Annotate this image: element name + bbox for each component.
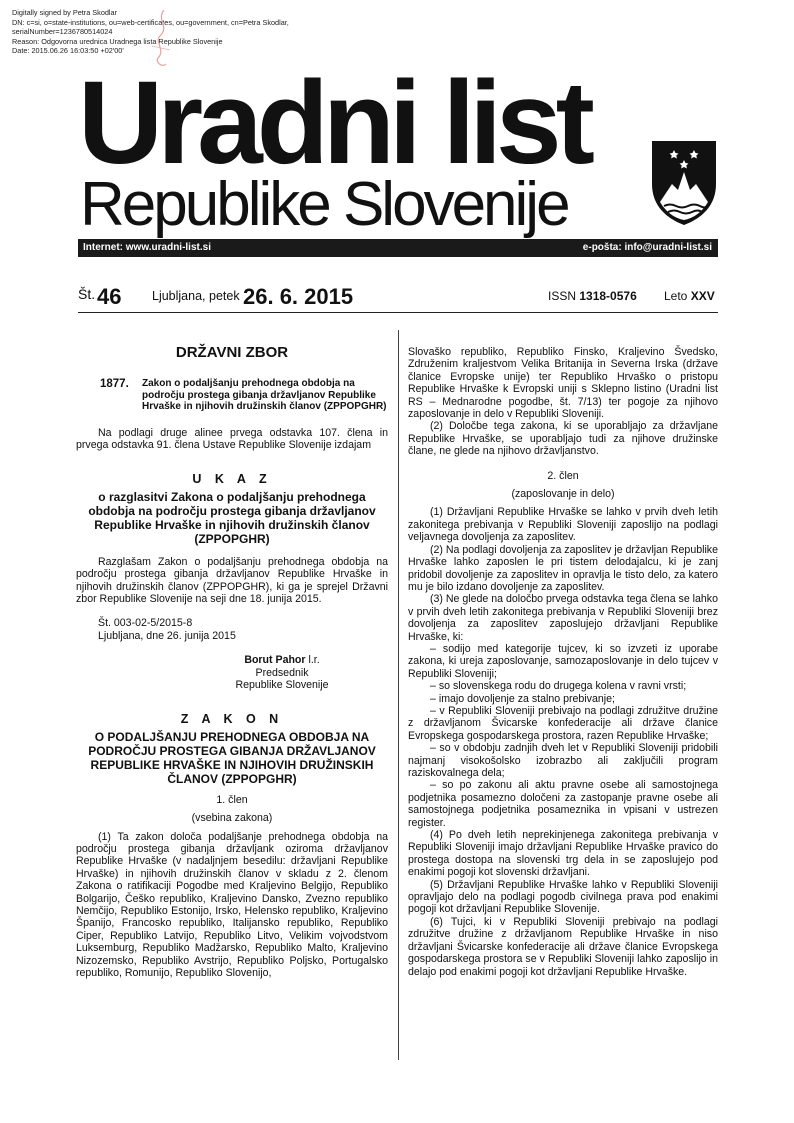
masthead-title: Uradni list [78, 57, 589, 189]
article-1-subtitle: (vsebina zakona) [191, 812, 273, 825]
zakon-heading: Z A K O N [180, 712, 284, 727]
preamble: Na podlagi druge alinee prvega odstavka 107. člena in prvega odstavka 91. člena Ustave Republike Slovenije izdajam [76, 426, 388, 451]
article-2-paragraph-3: (3) Ne glede na določbo prvega odstavka tega člena se lahko v prvih dveh letih zakonitega prebivanja v Republiki Sloveniji brez dovoljenja za zaposlitev zaposlujejo državljani Republike Hrvaške, ki: [408, 593, 718, 643]
act-title: Zakon o podaljšanju prehodnega obdobja na področju prostega gibanja državljanov Republike Hrvaške in njihovih družinskih članov (ZPPOPGHR) [142, 378, 387, 412]
act-header [100, 378, 388, 413]
ukaz-heading: U K A Z [192, 472, 272, 487]
article-2-paragraph-4: (4) Po dveh letih neprekinjenega zakonitega prebivanja v Republiki Sloveniji imajo državljani Republike Hrvaške pravico do prostega dostopa na slovenski trg dela in se zaposlujejo pod enakimi pogoji kot slovenski državljani. [408, 829, 718, 879]
issue-date: 26. 6. 2015 [243, 284, 354, 309]
article-2-paragraph-1: (1) Državljani Republike Hrvaške se lahko v prvih dveh letih zakonitega prebivanja v Republiki Sloveniji zaposlijo na podlagi veljavnega dovoljenja za zaposlitev. [408, 506, 718, 544]
issn-value: 1318-0576 [579, 289, 637, 303]
article-2-paragraph-5: (5) Državljani Republike Hrvaške lahko v Republiki Sloveniji opravljajo delo na podlagi pogodb civilnega prava pod enakimi pogoji kot državljani Republike Slovenije. [408, 878, 718, 916]
right-column [408, 346, 718, 978]
article-1-continuation: Slovaško republiko, Republiko Finsko, Kraljevino Švedsko, Združenim kraljestvom Velika Britanija in Severna Irska (države članice Evropske unije) ter Republiko Hrvaško o pristopu Republike Hrvaške k Evropski uniji s Sklepno listino (Uradni list RS – Mednarodne pogodbe, št. 7/13) ter pogoje za njihovo zaposlovanje in delo v Republiki Sloveniji. [408, 346, 718, 421]
issn [548, 289, 637, 303]
left-column [76, 344, 388, 979]
list-item: – so po zakonu ali aktu pravne osebe ali samostojnega podjetnika posamezno določeni za zastopanje pravne osebe ali samostojnega podjetnika posameznika in vpisani v ustrezen register. [408, 779, 718, 829]
masthead-subtitle: Republike Slovenije [80, 170, 568, 239]
header-rule [78, 312, 718, 313]
internet-link[interactable]: Internet: www.uradni-list.si [83, 242, 211, 253]
list-item: – sodijo med kategorije tujcev, ki so izvzeti iz uporabe zakona, ki ureja zaposlovanje, samozaposlovanje in delo tujcev v Republiki Sloveniji; [408, 642, 718, 680]
ukaz-title: o razglasitvi Zakona o podaljšanju prehodnega obdobja na področju prostega gibanja državljanov Republike Hrvaške in njihovih družinskih članov (ZPPOPGHR) [88, 489, 376, 546]
article-1-paragraph-2: (2) Določbe tega zakona, ki se uporabljajo za državljane Republike Hrvaške, se uporabljajo tudi za njihove družinske člane, ne glede na njihovo državljanstvo. [408, 420, 718, 458]
column-divider [398, 330, 399, 1060]
signer-role: Predsednik [255, 666, 309, 679]
zakon-title: O PODALJŠANJU PREHODNEGA OBDOBJA NA PODROČJU PROSTEGA GIBANJA DRŽAVLJANOV REPUBLIKE HRVAŠKE IN NJIHOVIH DRUŽINSKIH ČLANOV (ZPPOPGHR) [88, 729, 376, 786]
signature-block [76, 654, 388, 691]
act-number: 1877. [100, 378, 129, 390]
issue-number-label: Št. [78, 286, 96, 302]
issn-label: ISSN [548, 289, 577, 303]
signer [176, 654, 388, 666]
issue-number: 46 [97, 284, 122, 309]
signature-line: Date: 2015.06.26 16:03:50 +02'00' [12, 46, 124, 56]
section-heading: DRŽAVNI ZBOR [175, 344, 289, 361]
signature-line: Reason: Odgovorna urednica Uradnega lista Republike Slovenije [12, 36, 223, 46]
list-item: – v Republiki Sloveniji prebivajo na podlagi združitve družine z državljanom Švicarske konfederacije ali države članice Evropskega gospodarskega prostora, razen Republike Hrvaške; [408, 704, 718, 742]
list-item: – so v obdobju zadnjih dveh let v Republiki Sloveniji pridobili najmanj visokošolsko izobrazbo ali zaključili program raziskovalnega dela; [408, 742, 718, 779]
signer-name: Borut Pahor [244, 654, 306, 667]
email-link[interactable]: e-pošta: info@uradni-list.si [582, 242, 712, 253]
article-2-subtitle: (zaposlovanje in delo) [511, 488, 615, 501]
slovenian-coat-of-arms-icon [650, 140, 718, 226]
article-2-paragraph-2: (2) Na podlagi dovoljenja za zaposlitev je državljan Republike Hrvaške lahko zaposlen le pri tistem delodajalcu, ki je zanj pridobil dovoljenje za zaposlitev in opravlja le tisto delo, za katero mu je bilo izdano dovoljenje za zaposlitev. [408, 543, 718, 593]
article-2-paragraph-6: (6) Tujci, ki v Republiki Sloveniji prebivajo na podlagi združitve družine z državljanom Republike Hrvaške in niso državljani Švicarske konfederacije ali države članice Evropskega gospodarskega prostora se v Republiki Sloveniji lahko zaposlijo in delajo pod enakimi pogoji kot državljani Republike Hrvaške. [408, 915, 718, 978]
reference-date: Ljubljana, dne 26. junija 2015 [98, 629, 236, 642]
signer-suffix: l.r. [305, 654, 320, 667]
list-item: – so slovenskega rodu do drugega kolena v ravni vrsti; [430, 680, 687, 693]
signature-line: Digitally signed by Petra Skodlar [12, 8, 118, 17]
digital-signature [12, 8, 342, 56]
list-item: – imajo dovoljenje za stalno prebivanje; [430, 692, 615, 705]
signature-line: serialNumber=1236780514024 [12, 27, 113, 37]
year-label: Leto [664, 289, 688, 303]
signature-line: DN: c=si, o=state-institutions, ou=web-certificates, ou=government, cn=Petra Skodlar, [12, 17, 289, 27]
masthead-bar [78, 239, 718, 257]
issue-place: Ljubljana, petek [152, 289, 240, 303]
ukaz-text: Razglašam Zakon o podaljšanju prehodnega obdobja na področju prostega gibanja državljanov Republike Hrvaške in njihovih družinskih članov (ZPPOPGHR), ki ga je sprejel Državni zbor Republike Slovenije na seji dne 18. junija 2015. [76, 555, 388, 605]
article-2-heading: 2. člen [547, 469, 579, 482]
reference-number: Št. 003-02-5/2015-8 [98, 617, 193, 630]
year-value: XXV [690, 289, 715, 303]
signer-org: Republike Slovenije [235, 678, 329, 691]
year [664, 289, 715, 303]
article-1-heading: 1. člen [216, 793, 248, 806]
article-1-paragraph-1: (1) Ta zakon določa podaljšanje prehodnega obdobja na področju prostega gibanja državljank oziroma državljanov Republike Hrvaške (v nadaljnjem besedilu: državljani Republike Hrvaške) in njihovih družinskih članov v skladu z 2. členom Zakona o ratifikaciji Pogodbe med Kraljevino Belgijo, Republiko Bolgarijo, Češko republiko, Kraljevino Dansko, Zvezno republiko Nemčijo, Republiko Estonijo, Irsko, Helensko republiko, Kraljevino Španijo, Francosko republiko, Italijansko republiko, Republiko Ciper, Republiko Latvijo, Republiko Litvo, Velikim vojvodstvom Luksemburg, Republiko Madžarsko, Republiko Malto, Kraljevino Nizozemsko, Republiko Avstrijo, Republiko Poljsko, Portugalsko republiko, Romunijo, Republiko Slovenijo, [76, 830, 388, 980]
